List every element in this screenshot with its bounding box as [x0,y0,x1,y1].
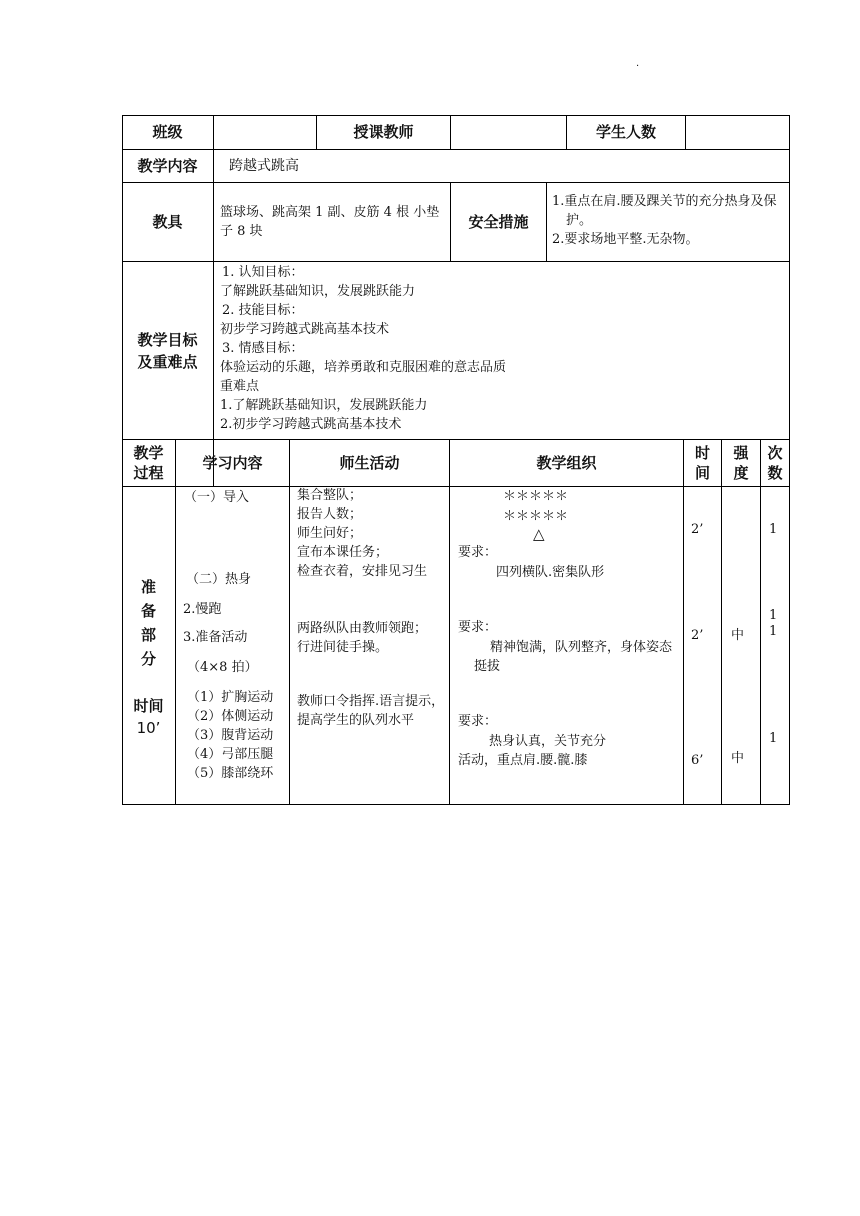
table-border-bottom [122,804,790,805]
count-value: 1 1 [769,608,778,639]
activity-line: 师生问好； [297,526,363,541]
formation-row-1: ＊＊＊＊＊ [503,489,569,504]
lesson-plan-table [122,115,790,805]
goals-label [122,262,213,439]
exercise-item: （4）弓部压腿 [187,747,274,762]
count-value: 1 [769,731,778,746]
activity-block-2 [297,619,449,657]
time-value: 2’ [691,522,704,537]
teacher-value [451,115,566,149]
col-line [289,439,290,805]
requirement-text: 四列横队.密集队形 [496,565,605,580]
row-line [122,486,790,487]
learning-jog: 2.慢跑 [183,602,222,617]
exercise-item: （1）扩胸运动 [187,690,274,705]
activity-block-3 [297,692,449,730]
goal-line: 1. 认知目标： [222,265,304,280]
safety-item: 1.重点在肩.腰及踝关节的充分热身及保护。 [552,194,777,228]
learning-intro: （一）导入 [184,490,250,505]
goal-line: 1.了解跳跃基础知识，发展跳跃能力 [220,398,428,413]
activity-line: 集合整队； [297,488,363,503]
learning-warmup: （二）热身 [186,572,252,587]
exercise-item: （3）腹背运动 [187,728,274,743]
organization-header: 教学组织 [536,453,597,472]
activity-block-1 [297,486,447,581]
col-line [175,439,176,805]
goal-line: 重难点 [220,379,260,394]
requirement-label: 要求： [458,714,498,729]
learning-prep-activity: 3.准备活动 [183,630,248,645]
requirement-text: 精神饱满，队列整齐，身体姿态挺拔 [474,640,673,674]
goal-line: 了解跳跃基础知识，发展跳跃能力 [220,284,416,299]
exercise-item: （2）体侧运动 [187,709,274,724]
col-line [760,439,761,805]
requirement-label: 要求： [458,620,498,635]
activity-line: 检查衣着，安排见习生 [297,564,428,579]
prep-time-value: 10’ [136,718,161,737]
goal-line: 体验运动的乐趣，培养勇敢和克服困难的意志品质 [220,360,507,375]
class-label: 班级 [152,122,183,141]
goals-label-text: 教学目标及重难点 [137,330,198,371]
time-value: 2’ [691,628,704,643]
content-label: 教学内容 [137,156,198,175]
prep-section-label: 准 备 部 分 [140,578,156,668]
page-dot: . [636,58,640,69]
teacher-label: 授课教师 [353,122,414,141]
col-line [721,439,722,805]
teacher-mark: △ [533,525,545,543]
intensity-header: 强 度 [733,444,749,482]
activity-header: 师生活动 [339,453,400,472]
learning-exercises [187,688,273,783]
safety-list [552,192,788,249]
goal-line: 2.初步学习跨越式跳高基本技术 [220,417,402,432]
time-value: 6’ [691,753,704,768]
count-header: 次 数 [767,444,783,482]
learning-beats: （4×8 拍） [187,660,258,675]
requirement-text: 活动，重点肩.腰.髋.膝 [458,753,588,768]
col-line [546,182,547,261]
activity-line: 宣布本课任务； [297,545,389,560]
learning-header: 学习内容 [202,453,263,472]
col-line [449,439,450,805]
requirement-label: 要求： [458,545,498,560]
safety-label: 安全措施 [468,212,529,231]
content-value: 跨越式跳高 [229,157,299,174]
activity-line: 两路纵队由教师领跑； [297,621,428,636]
intensity-value: 中 [731,628,745,643]
count-value: 1 [769,522,778,537]
activity-line: 行进间徒手操。 [297,640,389,655]
goals-content [220,263,785,434]
activity-line: 报告人数； [297,507,363,522]
process-header: 教学 过程 [133,444,164,482]
exercise-item: （5）膝部绕环 [187,766,274,781]
safety-item: 2.要求场地平整.无杂物。 [552,232,699,247]
activity-line: 教师口令指挥.语言提示，提高学生的队列水平 [297,694,445,728]
students-value [686,115,789,149]
time-header: 时 间 [694,444,710,482]
class-value [214,115,316,149]
col-line [213,115,214,486]
col-line [683,439,684,805]
equipment-label: 教具 [152,212,183,231]
goal-line: 2. 技能目标： [222,303,304,318]
requirement-text: 热身认真，关节充分 [489,734,607,749]
goal-line: 初步学习跨越式跳高基本技术 [220,322,390,337]
students-label: 学生人数 [595,122,656,141]
table-border-right [789,115,790,805]
prep-time-label: 时间 [133,696,164,715]
intensity-value: 中 [731,751,745,766]
goal-line: 3. 情感目标： [222,341,304,356]
equipment-value: 篮球场、跳高架 1 副、皮筋 4 根 小垫子 8 块 [220,205,440,239]
row-line [122,261,790,262]
formation-row-2: ＊＊＊＊＊ [503,509,569,524]
